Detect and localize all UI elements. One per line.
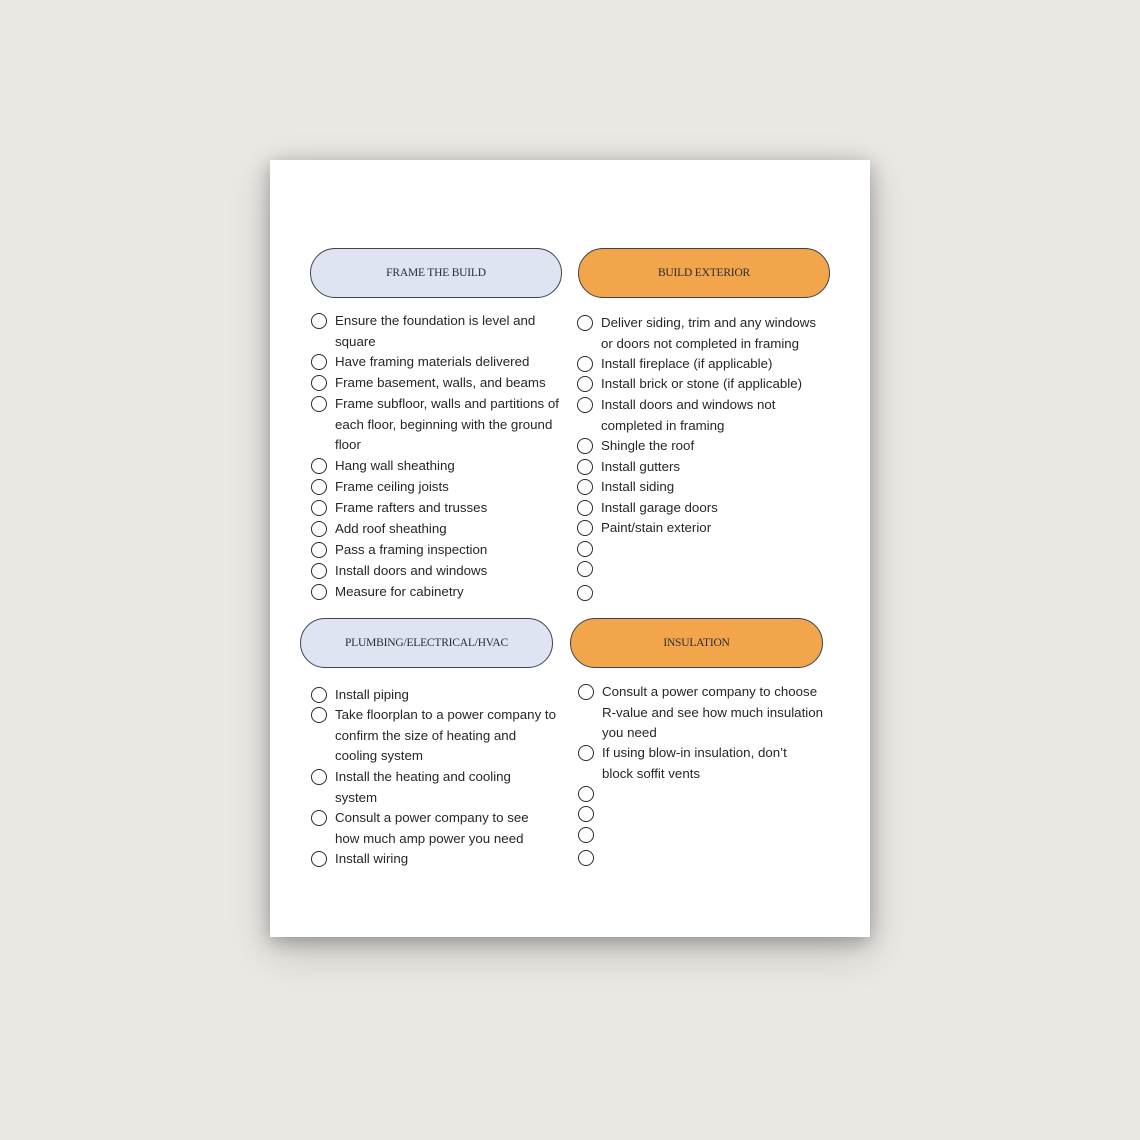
item-label: Ensure the foundation is level and square <box>335 313 536 349</box>
item-label: Install gutters <box>601 459 681 474</box>
checkbox-circle[interactable] <box>311 563 327 579</box>
checklist-item <box>335 767 540 808</box>
checkbox-circle[interactable] <box>311 479 327 495</box>
checklist-item <box>601 477 831 498</box>
empty-checkbox-circle[interactable] <box>578 806 594 822</box>
item-label: Install the heating and cooling system <box>335 769 511 805</box>
checkbox-circle[interactable] <box>311 500 327 516</box>
checkbox-circle[interactable] <box>577 356 593 372</box>
item-label: Install garage doors <box>601 500 718 515</box>
section-title: FRAME THE BUILD <box>386 267 486 279</box>
checklist-item <box>602 743 807 784</box>
checkbox-circle[interactable] <box>311 521 327 537</box>
checklist-item <box>335 394 565 456</box>
section-title: INSULATION <box>663 637 730 649</box>
item-label: Frame subfloor, walls and partitions of each floor, beginning with the ground floor <box>335 396 559 453</box>
empty-checkbox-circle[interactable] <box>578 786 594 802</box>
checkbox-circle[interactable] <box>577 376 593 392</box>
empty-checkbox-circle[interactable] <box>577 541 593 557</box>
checklist-item <box>335 519 565 540</box>
checkbox-circle[interactable] <box>311 851 327 867</box>
checklist-item <box>601 436 831 457</box>
item-label: Measure for cabinetry <box>335 584 464 599</box>
item-label: Install doors and windows not completed in framing <box>601 397 776 433</box>
checkbox-circle[interactable] <box>311 458 327 474</box>
item-label: Install fireplace (if applicable) <box>601 356 773 371</box>
empty-checkbox-circle[interactable] <box>578 827 594 843</box>
checkbox-circle[interactable] <box>311 687 327 703</box>
checkbox-circle[interactable] <box>311 313 327 329</box>
checkbox-circle[interactable] <box>577 438 593 454</box>
checklist-item <box>335 849 565 870</box>
checklist-item <box>335 477 565 498</box>
section-header-insulation <box>570 618 823 668</box>
checklist-item <box>335 352 565 373</box>
item-label: Frame basement, walls, and beams <box>335 375 546 390</box>
checklist-item <box>335 540 565 561</box>
checkbox-circle[interactable] <box>577 520 593 536</box>
checklist-item <box>601 313 829 354</box>
item-label: If using blow-in insulation, don’t block soffit vents <box>602 745 787 781</box>
checkbox-circle[interactable] <box>578 684 594 700</box>
checkbox-circle[interactable] <box>311 769 327 785</box>
checkbox-circle[interactable] <box>311 584 327 600</box>
item-label: Shingle the roof <box>601 438 695 453</box>
item-label: Frame rafters and trusses <box>335 500 488 515</box>
checkbox-circle[interactable] <box>311 354 327 370</box>
checklist-item <box>601 395 801 436</box>
checklist-item <box>601 498 831 519</box>
item-label: Hang wall sheathing <box>335 458 455 473</box>
checklist-item <box>335 808 550 849</box>
item-label: Paint/stain exterior <box>601 520 712 535</box>
item-label: Install piping <box>335 687 409 702</box>
checklist-item <box>335 498 565 519</box>
checkbox-circle[interactable] <box>577 397 593 413</box>
checklist-item <box>601 374 831 395</box>
item-label: Install wiring <box>335 851 409 866</box>
checkbox-circle[interactable] <box>577 500 593 516</box>
item-label: Install brick or stone (if applicable) <box>601 376 803 391</box>
section-title: BUILD EXTERIOR <box>657 267 751 279</box>
item-label: Take floorplan to a power company to confirm the size of heating and cooling system <box>335 707 557 764</box>
checklist-item <box>335 561 565 582</box>
section-header-frame-the-build <box>310 248 562 298</box>
checklist-item <box>601 518 831 539</box>
checkbox-circle[interactable] <box>311 810 327 826</box>
checkbox-circle[interactable] <box>311 542 327 558</box>
checkbox-circle[interactable] <box>578 745 594 761</box>
checklist-item <box>335 582 565 603</box>
empty-checkbox-circle[interactable] <box>577 585 593 601</box>
item-label: Install doors and windows <box>335 563 488 578</box>
item-label: Consult a power company to choose R-value and see how much insulation you need <box>602 684 824 741</box>
item-label: Consult a power company to see how much amp power you need <box>335 810 529 846</box>
checkbox-circle[interactable] <box>577 459 593 475</box>
empty-checkbox-circle[interactable] <box>577 561 593 577</box>
item-label: Install siding <box>601 479 675 494</box>
checklist-item <box>601 457 831 478</box>
checklist-item <box>335 705 557 767</box>
checkbox-circle[interactable] <box>311 375 327 391</box>
section-header-plumbing-electrical-hvac <box>300 618 553 668</box>
checklist-item <box>335 685 565 706</box>
checkbox-circle[interactable] <box>577 479 593 495</box>
empty-checkbox-circle[interactable] <box>578 850 594 866</box>
checkbox-circle[interactable] <box>311 707 327 723</box>
checkbox-circle[interactable] <box>311 396 327 412</box>
item-label: Deliver siding, trim and any windows or doors not completed in framing <box>601 315 817 351</box>
checklist-item <box>602 682 830 744</box>
item-label: Frame ceiling joists <box>335 479 449 494</box>
item-label: Have framing materials delivered <box>335 354 530 369</box>
section-header-build-exterior <box>578 248 830 298</box>
checklist-item <box>601 354 831 375</box>
checklist-item <box>335 456 565 477</box>
checkbox-circle[interactable] <box>577 315 593 331</box>
item-label: Pass a framing inspection <box>335 542 488 557</box>
item-label: Add roof sheathing <box>335 521 447 536</box>
section-title: PLUMBING/ELECTRICAL/HVAC <box>344 637 509 649</box>
checklist-item <box>335 311 557 352</box>
checklist-page <box>270 160 870 937</box>
checklist-item <box>335 373 565 394</box>
